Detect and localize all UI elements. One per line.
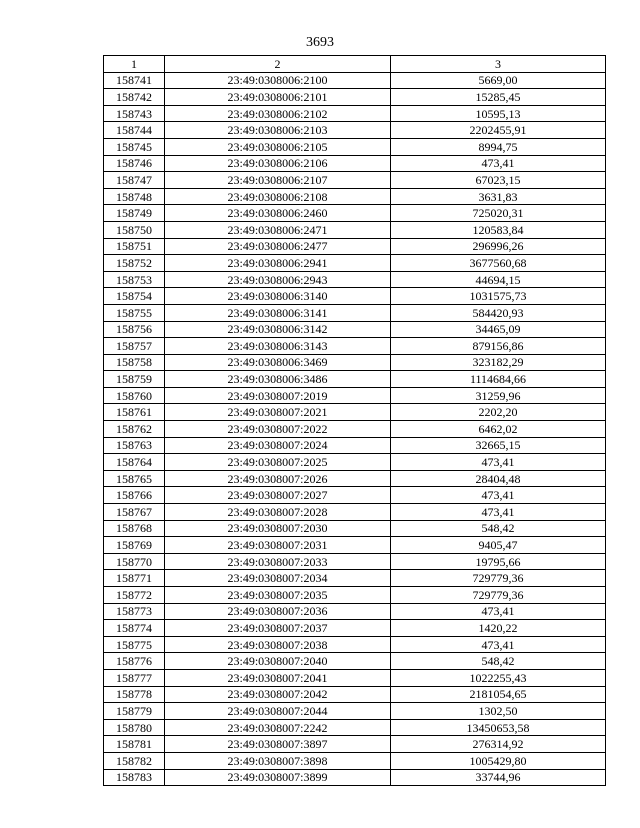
table-row — [104, 387, 606, 404]
value-cell: 28404,48 — [391, 470, 606, 487]
table-row — [104, 769, 606, 786]
table-row — [104, 437, 606, 454]
table-row — [104, 537, 606, 554]
table-row — [104, 504, 606, 521]
row-number-cell: 158741 — [104, 72, 165, 89]
header-row — [104, 56, 606, 73]
table-row — [104, 587, 606, 604]
cadastral-number-cell: 23:49:0308007:2021 — [165, 404, 391, 421]
cadastral-number-cell: 23:49:0308006:2106 — [165, 155, 391, 172]
cadastral-number-cell: 23:49:0308006:3143 — [165, 338, 391, 355]
row-number-cell: 158754 — [104, 288, 165, 305]
value-cell: 473,41 — [391, 504, 606, 521]
value-cell: 1114684,66 — [391, 371, 606, 388]
column-header-2: 2 — [165, 56, 391, 73]
row-number-cell: 158745 — [104, 138, 165, 155]
row-number-cell: 158764 — [104, 454, 165, 471]
row-number-cell: 158743 — [104, 105, 165, 122]
row-number-cell: 158768 — [104, 520, 165, 537]
cadastral-number-cell: 23:49:0308007:2022 — [165, 421, 391, 438]
cadastral-number-cell: 23:49:0308006:2108 — [165, 188, 391, 205]
row-number-cell: 158776 — [104, 653, 165, 670]
cadastral-number-cell: 23:49:0308006:2103 — [165, 122, 391, 139]
value-cell: 120583,84 — [391, 221, 606, 238]
row-number-cell: 158769 — [104, 537, 165, 554]
table-row — [104, 138, 606, 155]
value-cell: 8994,75 — [391, 138, 606, 155]
table-row — [104, 454, 606, 471]
cadastral-number-cell: 23:49:0308007:2036 — [165, 603, 391, 620]
cadastral-number-cell: 23:49:0308007:2042 — [165, 686, 391, 703]
cadastral-number-cell: 23:49:0308006:2943 — [165, 271, 391, 288]
row-number-cell: 158750 — [104, 221, 165, 238]
row-number-cell: 158746 — [104, 155, 165, 172]
row-number-cell: 158755 — [104, 304, 165, 321]
cadastral-number-cell: 23:49:0308007:2026 — [165, 470, 391, 487]
cadastral-number-cell: 23:49:0308007:3897 — [165, 736, 391, 753]
row-number-cell: 158744 — [104, 122, 165, 139]
value-cell: 879156,86 — [391, 338, 606, 355]
table-body — [104, 72, 606, 786]
row-number-cell: 158759 — [104, 371, 165, 388]
value-cell: 19795,66 — [391, 553, 606, 570]
value-cell: 584420,93 — [391, 304, 606, 321]
row-number-cell: 158767 — [104, 504, 165, 521]
row-number-cell: 158771 — [104, 570, 165, 587]
row-number-cell: 158777 — [104, 669, 165, 686]
row-number-cell: 158779 — [104, 703, 165, 720]
value-cell: 725020,31 — [391, 205, 606, 222]
row-number-cell: 158781 — [104, 736, 165, 753]
value-cell: 323182,29 — [391, 354, 606, 371]
value-cell: 6462,02 — [391, 421, 606, 438]
cadastral-number-cell: 23:49:0308007:2034 — [165, 570, 391, 587]
cadastral-number-cell: 23:49:0308007:2038 — [165, 636, 391, 653]
table-header — [104, 56, 606, 73]
value-cell: 473,41 — [391, 155, 606, 172]
row-number-cell: 158773 — [104, 603, 165, 620]
cadastral-number-cell: 23:49:0308006:2460 — [165, 205, 391, 222]
row-number-cell: 158758 — [104, 354, 165, 371]
row-number-cell: 158762 — [104, 421, 165, 438]
value-cell: 31259,96 — [391, 387, 606, 404]
cadastral-number-cell: 23:49:0308007:2031 — [165, 537, 391, 554]
table-row — [104, 321, 606, 338]
cadastral-number-cell: 23:49:0308006:3142 — [165, 321, 391, 338]
cadastral-number-cell: 23:49:0308007:2028 — [165, 504, 391, 521]
table-row — [104, 238, 606, 255]
value-cell: 32665,15 — [391, 437, 606, 454]
value-cell: 296996,26 — [391, 238, 606, 255]
cadastral-number-cell: 23:49:0308006:2941 — [165, 255, 391, 272]
table-row — [104, 421, 606, 438]
table-row — [104, 752, 606, 769]
table-row — [104, 603, 606, 620]
cadastral-number-cell: 23:49:0308006:2107 — [165, 172, 391, 189]
value-cell: 473,41 — [391, 636, 606, 653]
row-number-cell: 158766 — [104, 487, 165, 504]
cadastral-number-cell: 23:49:0308007:3899 — [165, 769, 391, 786]
value-cell: 1022255,43 — [391, 669, 606, 686]
table-row — [104, 89, 606, 106]
table-row — [104, 520, 606, 537]
row-number-cell: 158763 — [104, 437, 165, 454]
value-cell: 548,42 — [391, 653, 606, 670]
cadastral-number-cell: 23:49:0308006:2100 — [165, 72, 391, 89]
cadastral-number-cell: 23:49:0308006:2477 — [165, 238, 391, 255]
row-number-cell: 158753 — [104, 271, 165, 288]
value-cell: 729779,36 — [391, 587, 606, 604]
table-row — [104, 255, 606, 272]
cadastral-number-cell: 23:49:0308007:2242 — [165, 719, 391, 736]
table-row — [104, 354, 606, 371]
row-number-cell: 158775 — [104, 636, 165, 653]
value-cell: 473,41 — [391, 603, 606, 620]
value-cell: 9405,47 — [391, 537, 606, 554]
row-number-cell: 158752 — [104, 255, 165, 272]
cadastral-number-cell: 23:49:0308006:3469 — [165, 354, 391, 371]
value-cell: 473,41 — [391, 487, 606, 504]
row-number-cell: 158751 — [104, 238, 165, 255]
row-number-cell: 158760 — [104, 387, 165, 404]
row-number-cell: 158749 — [104, 205, 165, 222]
row-number-cell: 158772 — [104, 587, 165, 604]
table-row — [104, 719, 606, 736]
row-number-cell: 158783 — [104, 769, 165, 786]
cadastral-number-cell: 23:49:0308006:2105 — [165, 138, 391, 155]
table-row — [104, 338, 606, 355]
value-cell: 473,41 — [391, 454, 606, 471]
table-row — [104, 703, 606, 720]
value-cell: 44694,15 — [391, 271, 606, 288]
table-row — [104, 288, 606, 305]
column-header-1: 1 — [104, 56, 165, 73]
table-row — [104, 736, 606, 753]
row-number-cell: 158742 — [104, 89, 165, 106]
value-cell: 729779,36 — [391, 570, 606, 587]
data-table — [103, 55, 606, 786]
table-row — [104, 404, 606, 421]
cadastral-number-cell: 23:49:0308007:2035 — [165, 587, 391, 604]
row-number-cell: 158780 — [104, 719, 165, 736]
table-row — [104, 669, 606, 686]
table-row — [104, 470, 606, 487]
value-cell: 1005429,80 — [391, 752, 606, 769]
table-row — [104, 553, 606, 570]
cadastral-number-cell: 23:49:0308007:2033 — [165, 553, 391, 570]
cadastral-number-cell: 23:49:0308007:3898 — [165, 752, 391, 769]
cadastral-number-cell: 23:49:0308006:3140 — [165, 288, 391, 305]
value-cell: 1302,50 — [391, 703, 606, 720]
row-number-cell: 158765 — [104, 470, 165, 487]
value-cell: 548,42 — [391, 520, 606, 537]
value-cell: 15285,45 — [391, 89, 606, 106]
row-number-cell: 158747 — [104, 172, 165, 189]
value-cell: 13450653,58 — [391, 719, 606, 736]
cadastral-number-cell: 23:49:0308006:3486 — [165, 371, 391, 388]
table-row — [104, 570, 606, 587]
cadastral-number-cell: 23:49:0308007:2040 — [165, 653, 391, 670]
table-row — [104, 155, 606, 172]
row-number-cell: 158756 — [104, 321, 165, 338]
table-row — [104, 172, 606, 189]
table-row — [104, 188, 606, 205]
cadastral-number-cell: 23:49:0308006:3141 — [165, 304, 391, 321]
table-row — [104, 122, 606, 139]
value-cell: 3631,83 — [391, 188, 606, 205]
value-cell: 2202455,91 — [391, 122, 606, 139]
value-cell: 1031575,73 — [391, 288, 606, 305]
table-row — [104, 205, 606, 222]
cadastral-number-cell: 23:49:0308007:2037 — [165, 620, 391, 637]
value-cell: 5669,00 — [391, 72, 606, 89]
table-row — [104, 686, 606, 703]
cadastral-number-cell: 23:49:0308007:2044 — [165, 703, 391, 720]
table-row — [104, 271, 606, 288]
table-row — [104, 72, 606, 89]
table-row — [104, 371, 606, 388]
value-cell: 2181054,65 — [391, 686, 606, 703]
table-row — [104, 487, 606, 504]
cadastral-number-cell: 23:49:0308007:2024 — [165, 437, 391, 454]
table-row — [104, 304, 606, 321]
cadastral-number-cell: 23:49:0308006:2471 — [165, 221, 391, 238]
value-cell: 1420,22 — [391, 620, 606, 637]
row-number-cell: 158782 — [104, 752, 165, 769]
page-number: 3693 — [306, 35, 334, 50]
row-number-cell: 158770 — [104, 553, 165, 570]
table-row — [104, 221, 606, 238]
value-cell: 34465,09 — [391, 321, 606, 338]
row-number-cell: 158748 — [104, 188, 165, 205]
row-number-cell: 158774 — [104, 620, 165, 637]
row-number-cell: 158778 — [104, 686, 165, 703]
cadastral-number-cell: 23:49:0308007:2027 — [165, 487, 391, 504]
cadastral-number-cell: 23:49:0308006:2101 — [165, 89, 391, 106]
value-cell: 2202,20 — [391, 404, 606, 421]
value-cell: 33744,96 — [391, 769, 606, 786]
cadastral-number-cell: 23:49:0308007:2041 — [165, 669, 391, 686]
row-number-cell: 158757 — [104, 338, 165, 355]
value-cell: 276314,92 — [391, 736, 606, 753]
table-row — [104, 653, 606, 670]
column-header-3: 3 — [391, 56, 606, 73]
table-row — [104, 620, 606, 637]
cadastral-number-cell: 23:49:0308006:2102 — [165, 105, 391, 122]
cadastral-number-cell: 23:49:0308007:2025 — [165, 454, 391, 471]
table-row — [104, 636, 606, 653]
value-cell: 67023,15 — [391, 172, 606, 189]
value-cell: 3677560,68 — [391, 255, 606, 272]
cadastral-number-cell: 23:49:0308007:2019 — [165, 387, 391, 404]
cadastral-number-cell: 23:49:0308007:2030 — [165, 520, 391, 537]
table-row — [104, 105, 606, 122]
value-cell: 10595,13 — [391, 105, 606, 122]
row-number-cell: 158761 — [104, 404, 165, 421]
